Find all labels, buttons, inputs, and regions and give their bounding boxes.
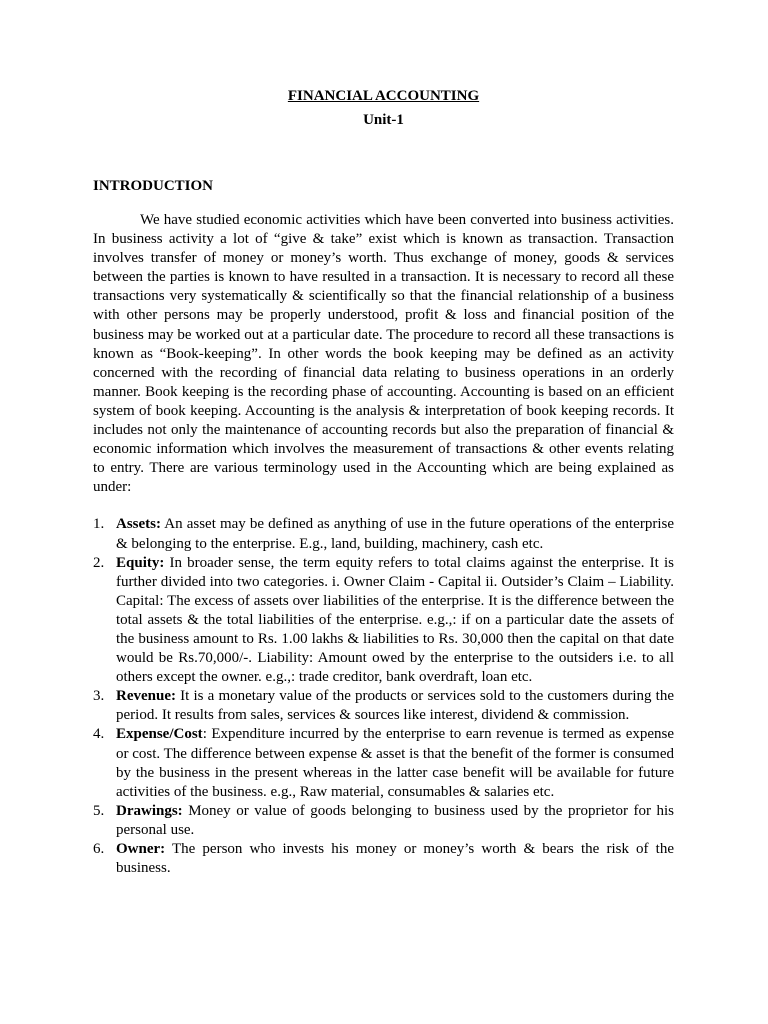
term-definition: An asset may be defined as anything of use in the future operations of the enterprise & belonging to the enterprise. E.g., land, building, machinery, cash etc.	[116, 516, 674, 552]
list-item-number: 2.	[93, 554, 105, 571]
list-item-number: 1.	[93, 516, 105, 533]
document-page	[93, 86, 674, 878]
term-name: Revenue:	[116, 688, 176, 705]
list-item	[93, 802, 674, 840]
term-definition: The person who invests his money or money’s worth & bears the risk of the business.	[116, 841, 674, 877]
list-item-number: 6.	[93, 841, 105, 857]
term-name: Equity:	[116, 554, 165, 571]
list-item-number: 3.	[93, 688, 105, 705]
list-item	[93, 725, 674, 801]
term-name: Owner:	[116, 841, 166, 857]
term-name: Assets:	[116, 516, 161, 533]
list-item-number: 4.	[93, 726, 105, 743]
list-item-number: 5.	[93, 802, 105, 819]
list-item	[93, 515, 674, 553]
term-definition: : Expenditure incurred by the enterprise to earn revenue is termed as expense or cost. The difference between expense & asset is that the benefit of the former is consumed by the business in the present whereas in the latter case benefit will be available for future activities of the business. e.g., Raw material, consumables & salaries etc.	[116, 726, 675, 800]
list-item	[93, 687, 674, 725]
list-item	[93, 840, 674, 878]
terminology-list	[93, 515, 674, 878]
term-definition: It is a monetary value of the products or services sold to the customers during the period. It results from sales, services & sources like interest, dividend & commission.	[116, 688, 674, 724]
document-title: FINANCIAL ACCOUNTING	[287, 88, 480, 104]
intro-paragraph: We have studied economic activities which have been converted into business activities. In business activity a lot of “give & take” exist which is known as transaction. Transaction involves transfer of money or money’s worth. Thus exchange of money, goods & services between the parties is known to have resulted in a transaction. It is necessary to record all these transactions very systematically & scientifically so that the financial relationship of a business with other persons may be properly understood, profit & loss and financial position of the business may be worked out at a particular date. The procedure to record all these transactions is known as “Book-keeping”. In other words the book keeping may be defined as an activity concerned with the recording of financial data relating to business operations in an orderly manner. Book keeping is the recording phase of accounting. Accounting is based on an efficient system of book keeping. Accounting is the analysis & interpretation of book keeping records. It includes not only the maintenance of accounting records but also the preparation of financial & economic information which involves the measurement of transactions & other events relating to entry. There are various terminology used in the Accounting which are being explained as under:	[93, 212, 674, 496]
term-definition: Money or value of goods belonging to business used by the proprietor for his personal use.	[116, 802, 674, 838]
section-heading-introduction: INTRODUCTION	[93, 178, 214, 194]
list-item	[93, 554, 674, 688]
term-name: Drawings:	[116, 802, 183, 819]
term-name: Expense/Cost	[116, 726, 203, 743]
term-definition: In broader sense, the term equity refers to total claims against the enterprise. It is further divided into two categories. i. Owner Claim - Capital ii. Outsider’s Claim – Liability. Capital: The excess of assets over liabilities of the enterprise. It is the difference between the total assets & the total liabilities of the enterprise. e.g.,: if on a particular date the assets of the business amount to Rs. 1.00 lakhs & liabilities to Rs. 30,000 then the capital on that date would be Rs.70,000/-. Liability: Amount owed by the enterprise to the outsiders i.e. to all others except the owner. e.g.,: trade creditor, bank overdraft, loan etc.	[116, 554, 674, 686]
unit-label: Unit-1	[363, 112, 404, 128]
